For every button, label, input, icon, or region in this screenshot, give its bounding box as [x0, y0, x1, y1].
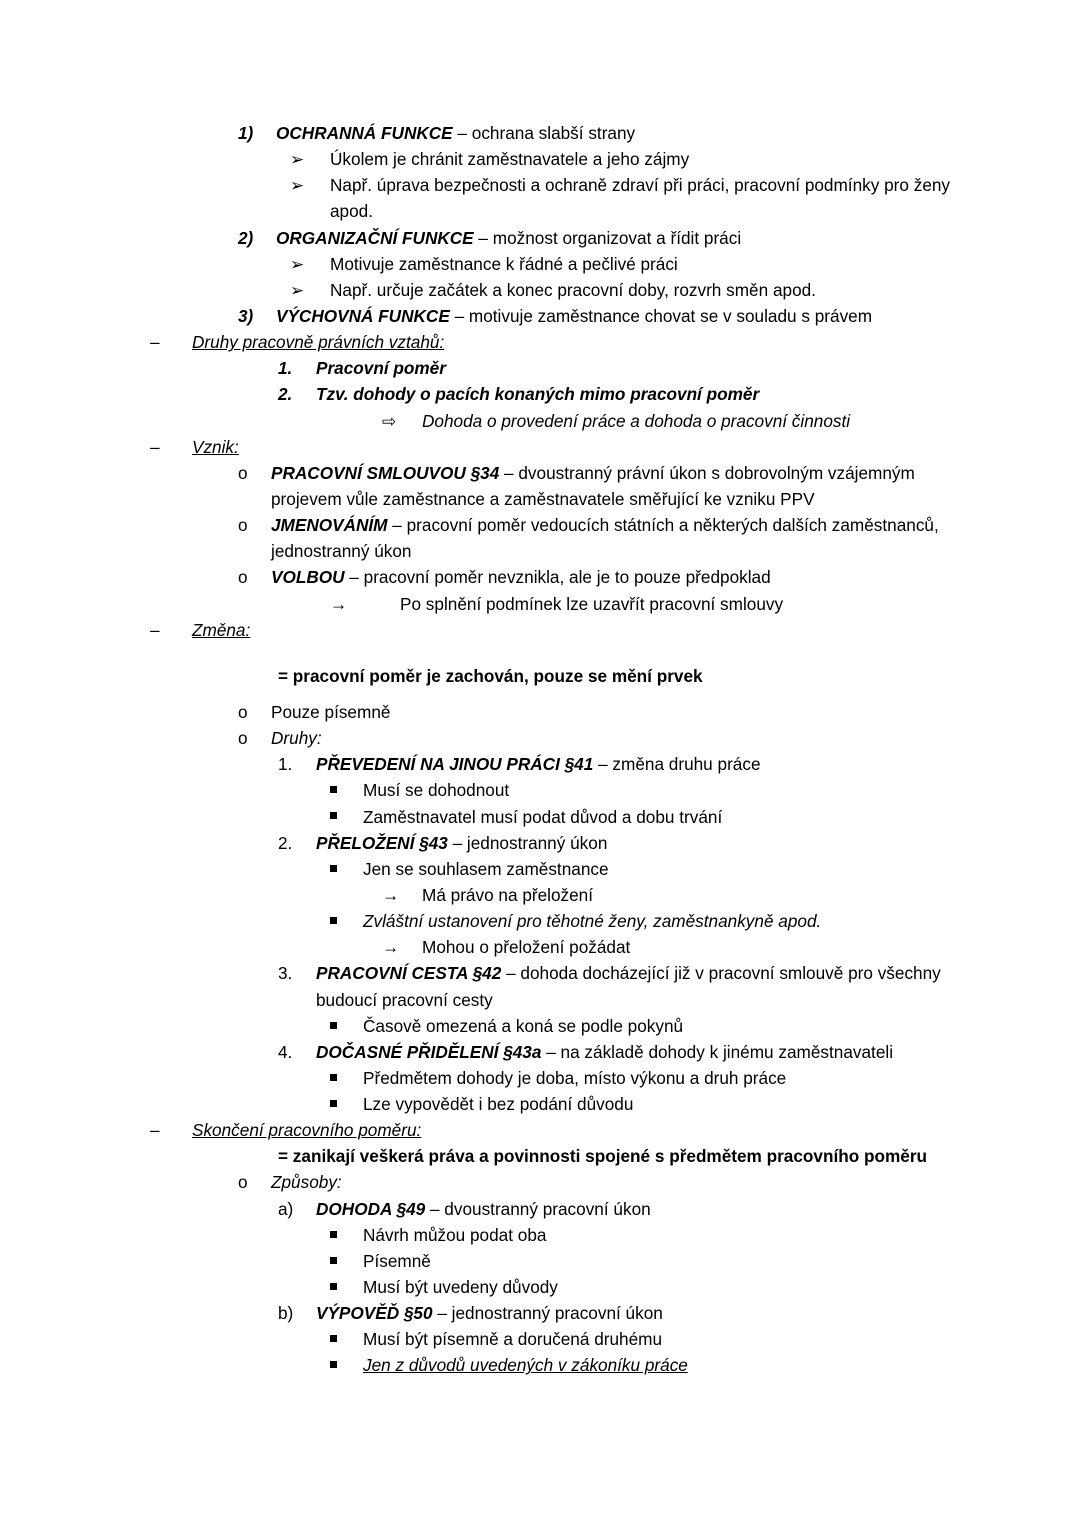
circle-bullet-icon: o: [238, 1172, 248, 1193]
list-text: Např. úprava bezpečnosti a ochraně zdraví při práci, pracovní podmínky pro ženy apod.: [330, 175, 951, 222]
term-rest: – jednostranný úkon: [447, 832, 608, 853]
list-marker: 2.: [278, 384, 293, 405]
square-bullet-icon: [330, 1013, 363, 1039]
list-marker: 2): [238, 227, 254, 248]
list-item: [330, 777, 980, 803]
list-text: [316, 751, 980, 777]
list-item: [330, 856, 980, 882]
list-item: [278, 1196, 980, 1222]
list-text: [271, 564, 980, 590]
term: VÝPOVĚĎ §50: [316, 1303, 433, 1324]
arrow-bullet-icon: ➢: [290, 149, 305, 170]
square-bullet-icon: [330, 777, 363, 803]
list-item: [330, 591, 980, 617]
definition-text: = zanikají veškerá práva a povinnosti spojené s předmětem pracovního poměru: [278, 1146, 928, 1167]
list-text: [316, 830, 980, 856]
list-item: [278, 830, 980, 856]
right-arrow-icon: →: [382, 884, 400, 905]
list-item: [238, 1169, 980, 1195]
list-text: Má právo na přeložení: [422, 884, 594, 905]
list-item: [330, 1248, 980, 1274]
list-item: [278, 355, 980, 381]
square-bullet-icon: [330, 1248, 363, 1274]
term: VOLBOU: [271, 567, 345, 588]
list-item: [238, 120, 980, 146]
right-arrow-icon: →: [330, 593, 348, 614]
list-text: [316, 1039, 980, 1065]
list-item: [330, 1352, 980, 1378]
list-item: [290, 251, 980, 277]
list-item: [330, 1013, 980, 1039]
circle-bullet-icon: o: [238, 462, 248, 483]
list-item: [278, 1300, 980, 1326]
list-text: Zvláštní ustanovení pro těhotné ženy, zaměstnankyně apod.: [363, 911, 822, 932]
list-text: [271, 460, 980, 512]
list-marker: 1): [238, 123, 254, 143]
list-text: Musí být písemně a doručená druhému: [363, 1329, 663, 1350]
list-item: [290, 146, 980, 172]
list-text: Musí se dohodnout: [363, 780, 510, 801]
square-bullet-icon: [330, 1274, 363, 1300]
square-bullet-icon: [330, 856, 363, 882]
spacer: [150, 689, 980, 699]
list-item: [330, 1222, 980, 1248]
list-item: [238, 512, 980, 564]
definition-line: [278, 663, 980, 689]
list-text: Návrh můžou podat oba: [363, 1224, 547, 1245]
definition-line: [278, 1143, 980, 1169]
list-item: [150, 617, 980, 643]
circle-bullet-icon: o: [238, 701, 248, 722]
list-text: Jen se souhlasem zaměstnance: [363, 858, 609, 879]
circle-bullet-icon: o: [238, 728, 248, 749]
list-text: [276, 303, 980, 329]
list-marker: 1.: [278, 358, 293, 379]
term-rest: – ochrana slabší strany: [452, 123, 636, 143]
list-text: [316, 1196, 980, 1222]
section-heading: Druhy pracovně právních vztahů:: [192, 332, 445, 353]
list-text: [276, 225, 980, 251]
list-item: [382, 408, 980, 434]
list-item: [330, 1274, 980, 1300]
list-text: Předmětem dohody je doba, místo výkonu a druh práce: [363, 1067, 787, 1088]
term: PRACOVNÍ SMLOUVOU §34: [271, 462, 500, 483]
term-rest: – motivuje zaměstnance chovat se v souladu s právem: [449, 305, 873, 326]
section-heading: Vznik:: [192, 436, 239, 457]
list-item: [330, 1326, 980, 1352]
list-item: [290, 277, 980, 303]
list-marker: 2.: [278, 832, 293, 853]
list-text: Musí být uvedeny důvody: [363, 1277, 558, 1298]
square-bullet-icon: [330, 1352, 363, 1378]
dash-bullet-icon: –: [150, 332, 160, 353]
section-heading: Skončení pracovního poměru:: [192, 1120, 422, 1141]
list-text: [276, 120, 980, 146]
term: PŘEVEDENÍ NA JINOU PRÁCI §41: [316, 754, 594, 775]
right-arrow-icon: →: [382, 937, 400, 958]
term-rest: – dvoustranný právní úkon s dobrovolným vzájemným projevem vůle zaměstnance a zaměstnavatele směřující ke vzniku PPV: [271, 462, 915, 509]
square-bullet-icon: [330, 1326, 363, 1352]
list-item: [238, 725, 980, 751]
arrow-bullet-icon: ➢: [290, 253, 305, 274]
term-rest: – dvoustranný pracovní úkon: [425, 1198, 651, 1219]
term-rest: – na základě dohody k jinému zaměstnavateli: [541, 1041, 894, 1062]
definition-text: = pracovní poměr je zachován, pouze se mění prvek: [278, 665, 703, 686]
list-marker: b): [278, 1303, 294, 1324]
list-item: [150, 1117, 980, 1143]
list-text: Druhy:: [271, 728, 322, 749]
list-marker: 3.: [278, 963, 293, 984]
list-marker: 4.: [278, 1041, 293, 1062]
section-heading: Změna:: [192, 619, 251, 640]
list-item: [238, 460, 980, 512]
list-text: Jen z důvodů uvedených v zákoníku práce: [363, 1355, 688, 1376]
arrow-bullet-icon: ➢: [290, 175, 305, 196]
term-rest: – pracovní poměr vedoucích státních a některých dalších zaměstnanců, jednostranný úkon: [271, 515, 939, 562]
term: DOČASNÉ PŘIDĚLENÍ §43a: [316, 1041, 542, 1062]
term-rest: – dohoda docházející již v pracovní smlouvě pro všechny budoucí pracovní cesty: [316, 963, 941, 1010]
list-item: [330, 908, 980, 934]
term: OCHRANNÁ FUNKCE: [276, 123, 453, 143]
list-item: [290, 172, 980, 224]
list-item: [382, 934, 980, 960]
list-item: [150, 434, 980, 460]
list-item: [278, 960, 980, 1012]
list-text: Motivuje zaměstnance k řádné a pečlivé práci: [330, 253, 678, 274]
square-bullet-icon: [330, 1065, 363, 1091]
arrow-bullet-icon: ➢: [290, 279, 305, 300]
dash-bullet-icon: –: [150, 619, 160, 640]
square-bullet-icon: [330, 1091, 363, 1117]
term-rest: – možnost organizovat a řídit práci: [473, 227, 742, 248]
list-item: [278, 751, 980, 777]
circle-bullet-icon: o: [238, 515, 248, 536]
list-text: Pracovní poměr: [316, 358, 446, 379]
term: VÝCHOVNÁ FUNKCE: [276, 305, 450, 326]
square-bullet-icon: [330, 908, 363, 934]
list-item: [238, 564, 980, 590]
list-text: Např. určuje začátek a konec pracovní doby, rozvrh směn apod.: [330, 279, 816, 300]
list-marker: a): [278, 1198, 294, 1219]
term-rest: – jednostranný pracovní úkon: [432, 1303, 663, 1324]
list-text: Po splnění podmínek lze uzavřít pracovní smlouvy: [400, 593, 784, 614]
circle-bullet-icon: o: [238, 567, 248, 588]
spacer: [150, 643, 980, 663]
list-item: [278, 1039, 980, 1065]
list-text: Způsoby:: [271, 1172, 342, 1193]
list-item: [382, 882, 980, 908]
list-item: [238, 303, 980, 329]
term-rest: – změna druhu práce: [593, 754, 761, 775]
term: PRACOVNÍ CESTA §42: [316, 963, 502, 984]
list-text: Pouze písemně: [271, 701, 391, 722]
dash-bullet-icon: –: [150, 1120, 160, 1141]
list-item: [238, 225, 980, 251]
list-text: Časově omezená a koná se podle pokynů: [363, 1015, 684, 1036]
square-bullet-icon: [330, 1222, 363, 1248]
list-text: Úkolem je chránit zaměstnavatele a jeho zájmy: [330, 149, 690, 170]
notes-body: [150, 120, 980, 1379]
dash-bullet-icon: –: [150, 436, 160, 457]
list-marker: 1.: [278, 754, 293, 775]
list-text: Písemně: [363, 1250, 431, 1271]
list-item: [238, 699, 980, 725]
list-item: [278, 381, 980, 407]
list-text: Lze vypovědět i bez podání důvodu: [363, 1094, 634, 1115]
list-item: [330, 1091, 980, 1117]
list-item: [330, 804, 980, 830]
list-text: [316, 1300, 980, 1326]
list-text: [271, 512, 980, 564]
list-marker: 3): [238, 305, 254, 326]
list-text: Tzv. dohody o pacích konaných mimo pracovní poměr: [316, 384, 760, 405]
list-item: [330, 1065, 980, 1091]
list-text: Mohou o přeložení požádat: [422, 937, 631, 958]
list-text: Dohoda o provedení práce a dohoda o pracovní činnosti: [422, 410, 851, 431]
list-text: Zaměstnavatel musí podat důvod a dobu trvání: [363, 806, 723, 827]
term-rest: – pracovní poměr nevznikla, ale je to pouze předpoklad: [344, 567, 771, 588]
hollow-arrow-icon: ⇨: [382, 410, 397, 431]
term: JMENOVÁNÍM: [271, 515, 388, 536]
list-item: [150, 329, 980, 355]
square-bullet-icon: [330, 804, 363, 830]
term: PŘELOŽENÍ §43: [316, 832, 448, 853]
term: ORGANIZAČNÍ FUNKCE: [276, 227, 474, 248]
list-text: [316, 960, 980, 1012]
term: DOHODA §49: [316, 1198, 426, 1219]
